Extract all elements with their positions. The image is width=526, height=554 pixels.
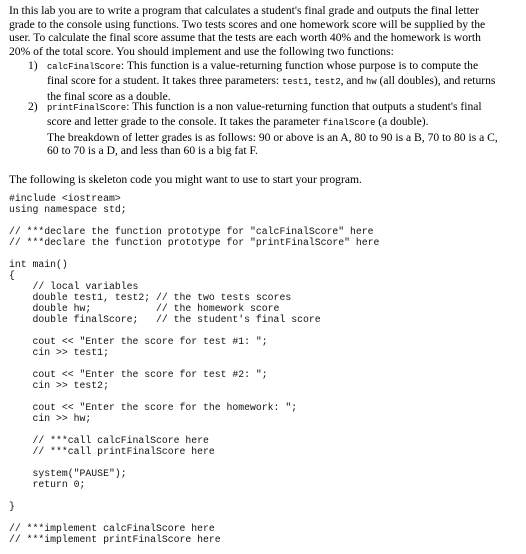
code-line: cout << "Enter the score for the homework: ";: [9, 402, 298, 413]
code-line: {: [9, 270, 15, 281]
code-block: [9, 193, 379, 545]
skeleton-intro-text: The following is skeleton code you might want to use to start your program.: [9, 173, 362, 186]
item-line: final score for a student. It takes three parameters: test1, test2, and hw (all doubles), and returns: [47, 74, 496, 88]
intro-line: user. To calculate the final score assume that the tests are each worth 40% and the homework is worth: [9, 31, 481, 45]
code-line: [9, 325, 379, 336]
param-name: test1: [282, 77, 309, 88]
code-line: // local variables: [9, 281, 139, 292]
code-line: system("PAUSE");: [9, 468, 127, 479]
code-line: [9, 424, 379, 435]
item-number: 1): [28, 59, 38, 72]
intro-line: 20% of the total score. You should implement and use the following two functions:: [9, 44, 394, 58]
function-name: calcFinalScore: [47, 62, 121, 72]
intro-paragraph: [9, 4, 517, 58]
code-line: // ***declare the function prototype for "printFinalScore" here: [9, 237, 380, 248]
param-name: finalScore: [322, 118, 376, 129]
item-line: the final score as a double.: [47, 89, 171, 103]
param-name: hw: [366, 77, 377, 88]
intro-line: grade to the console using functions. Two tests scores and one homework score will be supplied by the: [9, 17, 486, 31]
code-line: // ***implement printFinalScore here: [9, 534, 221, 545]
item-number: 2): [28, 100, 38, 113]
item-line: score and letter grade to the console. It takes the parameter finalScore (a double).: [47, 115, 429, 129]
param-name: test2: [314, 77, 341, 88]
code-line: double test1, test2; // the two tests scores: [9, 292, 292, 303]
item-line: The breakdown of letter grades is as follows: 90 or above is an A, 80 to 90 is a B, 70 to 80 is a C,: [47, 130, 498, 144]
code-line: [9, 457, 379, 468]
code-line: return 0;: [9, 479, 86, 490]
code-line: [9, 512, 379, 523]
code-line: [9, 391, 379, 402]
code-line: cin >> test2;: [9, 380, 109, 391]
code-line: [9, 490, 379, 501]
code-line: cout << "Enter the score for test #2: ";: [9, 369, 268, 380]
item-line: calcFinalScore: This function is a value-returning function whose purpose is to compute the: [47, 59, 479, 72]
item-line: printFinalScore: This function is a non value-returning function that outputs a student's final: [47, 100, 482, 113]
code-line: [9, 248, 379, 259]
code-line: using namespace std;: [9, 204, 127, 215]
code-line: // ***declare the function prototype for "calcFinalScore" here: [9, 226, 374, 237]
item-description: [47, 59, 520, 103]
code-line: // ***call printFinalScore here: [9, 446, 215, 457]
code-line: cin >> test1;: [9, 347, 109, 358]
code-line: // ***implement calcFinalScore here: [9, 523, 215, 534]
code-line: }: [9, 501, 15, 512]
code-line: double hw; // the homework score: [9, 303, 280, 314]
code-line: [9, 358, 379, 369]
code-line: // ***call calcFinalScore here: [9, 435, 209, 446]
item-line: 60 to 70 is a D, and less than 60 is a big fat F.: [47, 144, 258, 158]
code-line: int main(): [9, 259, 68, 270]
code-line: #include <iostream>: [9, 193, 121, 204]
function-item-print-final-score: [28, 100, 520, 170]
code-line: cout << "Enter the score for test #1: ";: [9, 336, 268, 347]
code-line: [9, 215, 379, 226]
intro-line: In this lab you are to write a program that calculates a student's final grade and outputs the final letter: [9, 4, 479, 17]
item-description: [47, 100, 520, 158]
function-name: printFinalScore: [47, 103, 127, 113]
code-line: double finalScore; // the student's final score: [9, 314, 321, 325]
code-line: cin >> hw;: [9, 413, 92, 424]
